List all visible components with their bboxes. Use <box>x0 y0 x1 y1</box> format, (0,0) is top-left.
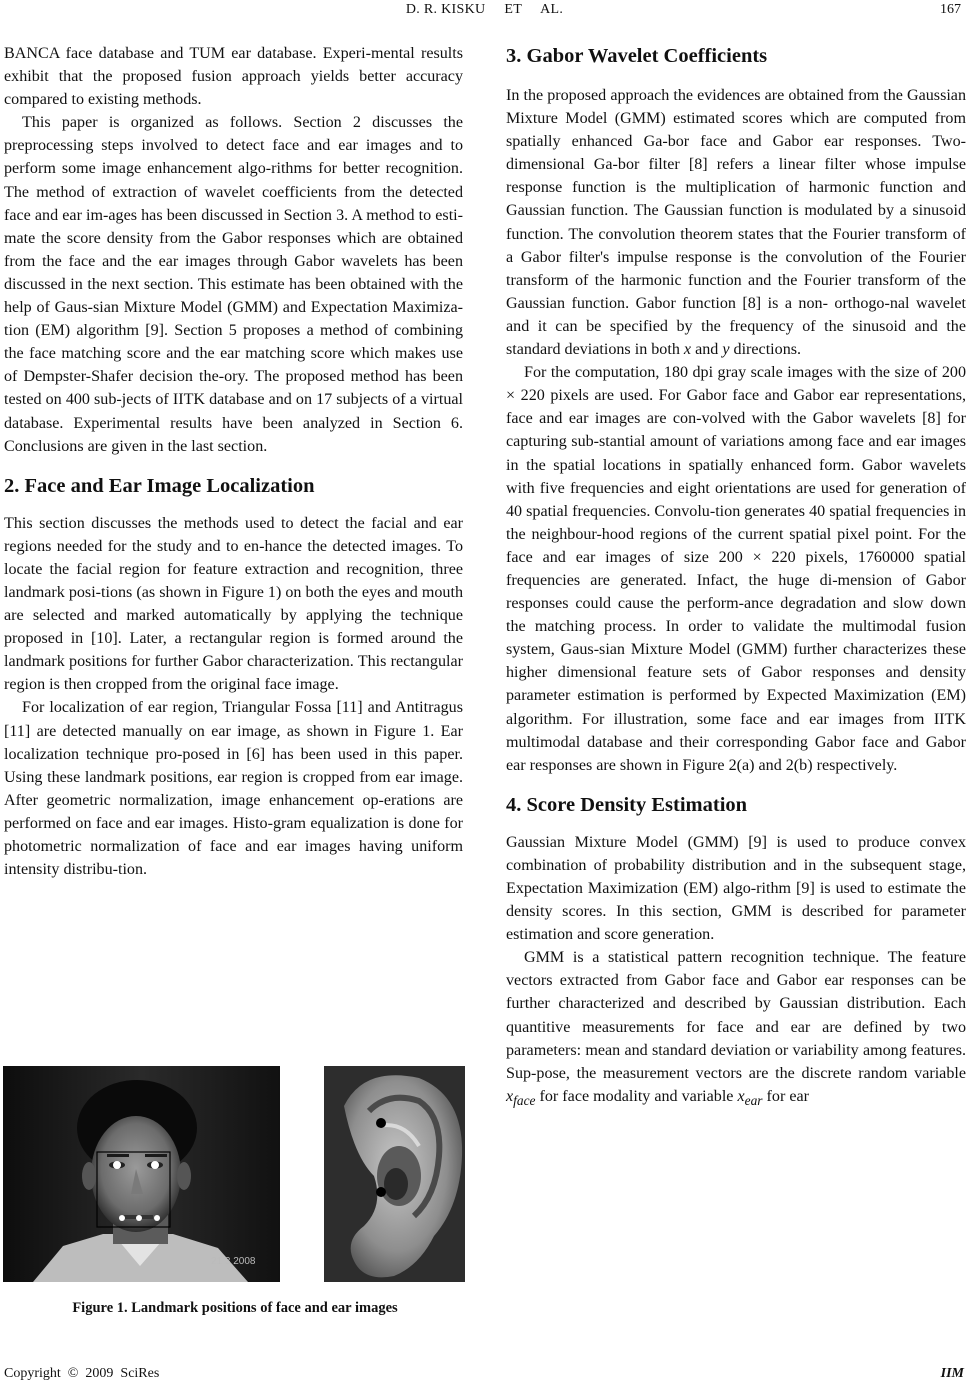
face-image <box>3 1066 280 1282</box>
var-x: x <box>683 341 692 359</box>
section-4-paragraph-1: Gaussian Mixture Model (GMM) [9] is used to produce convex combination of probability distribution and in the subsequent stage, Expectation Maximization (EM) algo-rithm [9] is used to estimate the density scores. In this section, GMM is described for parameter estimation and score generation. <box>506 833 966 944</box>
intro-paragraph-end: BANCA face database and TUM ear database. Experi-mental results exhibit that the proposed fusion approach yields better accuracy compared to existing methods. <box>4 45 463 109</box>
page-number: 167 <box>940 2 961 17</box>
section-3-paragraph-1 <box>506 84 966 361</box>
section-4-paragraph-2 <box>506 946 966 1112</box>
and-text: and <box>691 341 723 359</box>
section-2-paragraph-1: This section discusses the methods used to detect the facial and ear regions needed for the study and to en-hance the detected images. To locate the facial region for feature extraction and recognition, three landmark posi-tions (as shown in Figure 1) on both the eyes and mouth are selected and marked automatically by applying the technique proposed in [10]. Later, a rectangular region is formed around the landmark positions for further Gabor characterization. This rectangular region is then cropped from the original face image. <box>4 514 463 694</box>
landmark-triangular-fossa <box>376 1118 386 1128</box>
ear-photo-illustration <box>324 1066 465 1282</box>
mid-text: for face modality and variable <box>535 1087 738 1105</box>
page-header <box>0 2 969 24</box>
date-stamp: 21 3 2008 <box>211 1256 256 1267</box>
section-3-paragraph-1-text: In the proposed approach the evidences are obtained from the Gaussian Mixture Model (GMM) estimated scores which are computed from spatially enhanced Ga-bor face and Gabor ear responses. Two-dimensional Ga-bor filter [8] refers a linear filter whose impulse response function is the multiplication of harmonic function and Gaussian function. The Gaussian function is modulated by a sinusoid function. The convolution theorem states that the Fourier transform of a Gabor filter's impulse response is the convolution of the Fourier transform of the harmonic function and the Fourier transform of the Gaussian function. Gabor function [8] is a non- orthogo-nal wavelet and it can be specified by the frequency of the sinusoid and the standard deviations in both <box>506 87 966 359</box>
copyright-notice: Copyright © 2009 SciRes <box>4 1366 160 1381</box>
section-2-paragraph-2: For localization of ear region, Triangular Fossa [11] and Antitragus [11] are detected manually on ear image, as shown in Figure 1. Ear localization technique pro-posed in [6] has been used in this paper. Using these landmark positions, ear region is cropped from ear image. After geometric normalization, image enhancement op-erations are performed on face and ear images. Histo-gram equalization is done for photometric normalization of face and ear images having uniform intensity distribu-tion. <box>4 699 463 879</box>
landmark-mouth <box>136 1215 142 1221</box>
face-photo-illustration <box>3 1066 280 1282</box>
organization-paragraph: This paper is organized as follows. Section 2 discusses the preprocessing steps involved to detect face and ear images and to perform some image enhancement algo-rithms for better recognition. The method of extraction of wavelet coefficients from the detected face and ear im-ages has been discussed in Section 3. A method to esti-mate the score density from the Gabor responses which are obtained from the face and the ear images through Gabor wavelets has been discussed in the next section. This estimate has been obtained with the help of Gaus-sian Mixture Model (GMM) and Expectation Maximiza-tion (EM) algorithm [9]. Section 5 proposes a method of combining the face matching score and the ear matching score which makes use of Dempster-Shafer decision the-ory. The proposed method has been tested on 400 sub-jects of IITK database and on 17 subjects of a virtual database. Experimental results have been analyzed in Section 6. Conclusions are given in the last section. <box>4 114 463 455</box>
right-column <box>506 42 966 1112</box>
directions-text: directions. <box>729 341 802 359</box>
section-3-heading: 3. Gabor Wavelet Coefficients <box>506 45 768 67</box>
end-text: for ear <box>762 1087 809 1105</box>
landmark-right-eye <box>151 1161 159 1169</box>
figure-1-caption: Figure 1. Landmark positions of face and ear images <box>72 1300 398 1316</box>
section-4-heading: 4. Score Density Estimation <box>506 793 748 816</box>
journal-abbreviation: IIM <box>940 1366 964 1381</box>
var-x-ear: x <box>737 1087 745 1105</box>
section-2-heading: 2. Face and Ear Image Localization <box>4 474 315 497</box>
running-head-authors: D. R. KISKU ET AL. <box>405 2 564 17</box>
section-4-paragraph-2-text: GMM is a statistical pattern recognition technique. The feature vectors extracted from Gabor face and Gabor ear responses can be further characterized and described by Gaussian distribution. Each quantitive measurements for face and ear are defined by two parameters: mean and standard deviation or variability among features. Sup-pose, the measurement vectors are the discrete random variable <box>506 949 966 1082</box>
sub-ear: ear <box>744 1093 763 1109</box>
left-column <box>4 42 463 881</box>
var-x-face: x <box>506 1087 514 1105</box>
sub-face: face <box>513 1093 536 1109</box>
section-3-paragraph-2: For the computation, 180 dpi gray scale images with the size of 200 × 220 pixels are used. For Gabor face and Gabor ear representations, face and ear images are con-volved with the Gabor wavelets [8] for capturing sub-stantial amount of variations among face and ear images in the spatial locations in spatially enhanced form. Gabor wavelets with five frequencies and eight orientations are used for generation of 40 spatial frequencies. Convolu-tion generates 40 spatial frequencies in the neighbour-hood regions of the current spatial pixel point. For the face and ear images of size 200 × 220 pixels, 1760000 spatial frequencies are generated. Infact, the huge di-mension of Gabor responses could cause the perform-ance degradation and slow down the matching process. In order to validate the multimodal fusion system, Gaus-sian Mixture Model (GMM) further characterizes these higher dimensional feature sets of Gabor responses and density parameter estimation is performed by Expected Maximization (EM) algorithm. For illustration, some face and ear images from IITK multimodal database and their corresponding Gabor face and Gabor ear responses are shown in Figure 2(a) and 2(b) respectively. <box>506 364 966 774</box>
landmark-antitragus <box>376 1187 386 1197</box>
page-footer <box>4 1366 964 1382</box>
landmark-left-eye <box>113 1161 121 1169</box>
var-y: y <box>722 341 730 359</box>
ear-image <box>324 1066 465 1282</box>
